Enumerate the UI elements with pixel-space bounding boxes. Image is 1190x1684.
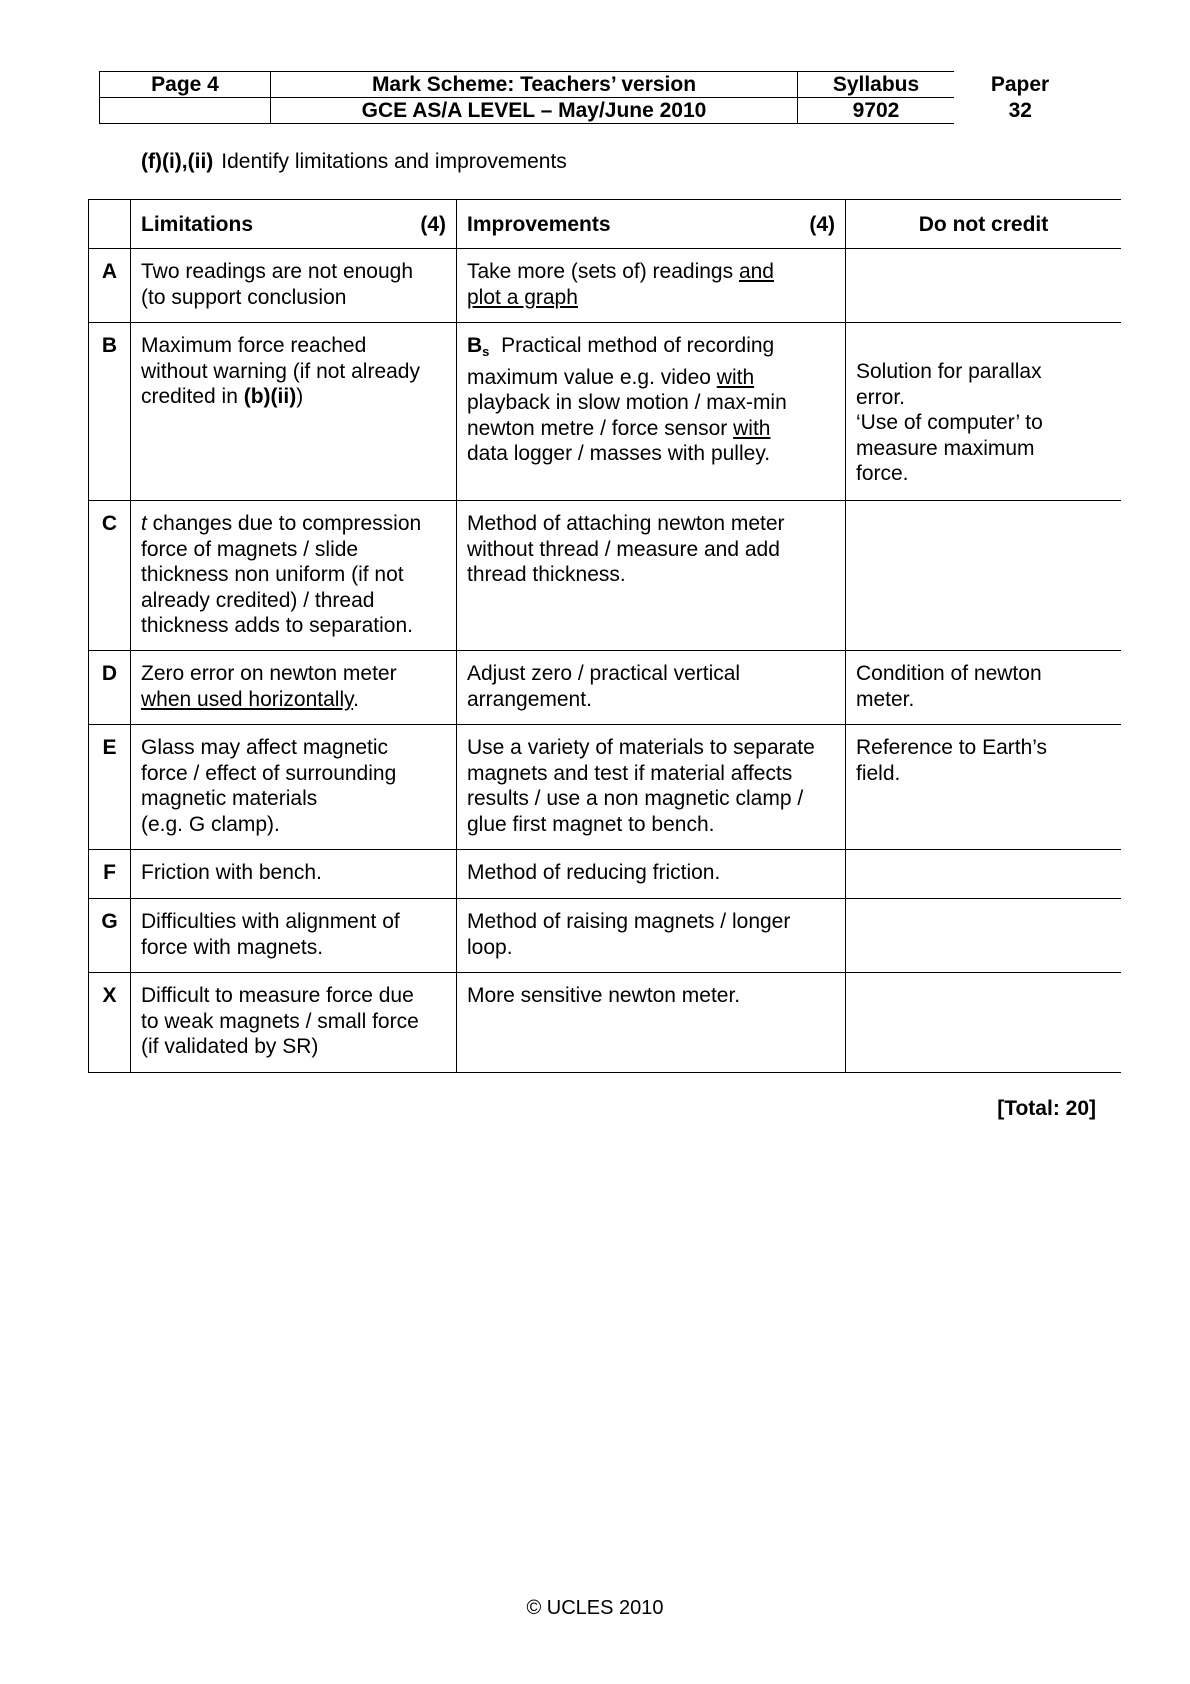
question-heading (141, 150, 567, 174)
improvements-header-label: Improvements (467, 213, 611, 236)
limitation-line: Zero error on newton meter (141, 662, 397, 685)
limitation-line: (if validated by SR) (141, 1035, 319, 1058)
limitation-line: Maximum force reached (141, 334, 367, 357)
total-marks: [Total: 20] (997, 1097, 1096, 1120)
limitation-line: Two readings are not enough (141, 260, 414, 283)
limitation-cell (131, 899, 457, 973)
improvement-line: glue first magnet to bench. (467, 812, 715, 836)
improvement-line: Method of attaching newton meter (467, 512, 785, 535)
improvement-line: without thread / measure and add (467, 537, 780, 561)
limitation-line: Glass may affect magnetic (141, 736, 389, 759)
limitation-underlined-text: when used horizontally (141, 687, 354, 711)
improvement-line: loop. (467, 935, 513, 959)
improvement-line: playback in slow motion / max-min (467, 391, 787, 414)
improvements-header (457, 200, 846, 249)
limitation-italic-symbol: t (141, 512, 147, 535)
improvement-text: newton metre / force sensor (467, 416, 734, 440)
header-empty-cell (89, 200, 131, 249)
improvement-line (467, 333, 835, 365)
table-row (89, 725, 1122, 850)
improvement-line: More sensitive newton meter. (467, 984, 741, 1007)
row-letter: G (89, 899, 131, 973)
improvement-line: data logger / masses with pulley. (467, 442, 771, 465)
table-row (89, 323, 1122, 501)
table-row (89, 249, 1122, 323)
row-letter: F (89, 850, 131, 899)
question-number: (f)(i),(ii) (141, 150, 214, 173)
limitations-header-label: Limitations (141, 213, 254, 236)
limitations-header-marks: (4) (420, 213, 446, 236)
row-letter: B (89, 323, 131, 501)
improvement-line (467, 259, 835, 285)
do-not-credit-line: Solution for parallax (856, 360, 1042, 383)
row-letter: C (89, 501, 131, 651)
improvement-line: magnets and test if material affects (467, 761, 793, 785)
improvements-header-marks: (4) (809, 213, 835, 236)
improvement-cell (457, 850, 846, 899)
improvement-cell (457, 501, 846, 651)
limitation-line: Friction with bench. (141, 861, 322, 884)
limitation-line: (e.g. G clamp). (141, 812, 280, 836)
limitation-line: (to support conclusion (141, 285, 347, 309)
improvement-line: Method of reducing friction. (467, 861, 721, 884)
limitation-line: without warning (if not already (141, 359, 420, 383)
improvement-line (467, 365, 835, 391)
exam-name: GCE AS/A LEVEL – May/June 2010 (271, 98, 798, 124)
paper-label: Paper (990, 73, 1050, 96)
row-letter: X (89, 973, 131, 1073)
row-letter: E (89, 725, 131, 850)
improvement-line: Adjust zero / practical vertical (467, 662, 741, 685)
improvement-line (467, 416, 835, 442)
paper-number: 32 (1008, 99, 1032, 122)
do-not-credit-cell (846, 323, 1122, 501)
do-not-credit-line: Condition of newton (856, 662, 1042, 685)
table-row (89, 651, 1122, 725)
limitation-line: force with magnets. (141, 935, 324, 959)
limitation-cell (131, 501, 457, 651)
limitation-cell (131, 249, 457, 323)
limitation-line: thickness adds to separation. (141, 614, 413, 637)
skill-code-subscript: s (482, 344, 490, 359)
do-not-credit-cell (846, 850, 1122, 899)
limitation-line: thickness non uniform (if not (141, 563, 404, 586)
improvement-underlined-text: with (716, 365, 755, 389)
improvement-line: Method of raising magnets / longer (467, 910, 791, 933)
do-not-credit-line: ‘Use of computer’ to (856, 411, 1043, 434)
table-row (89, 850, 1122, 899)
limitation-line: force / effect of surrounding (141, 761, 397, 785)
row-letter: D (89, 651, 131, 725)
do-not-credit-cell (846, 725, 1122, 850)
table-row (89, 899, 1122, 973)
improvement-text: Take more (sets of) readings (467, 260, 739, 283)
limitation-cell (131, 725, 457, 850)
limitation-cell (131, 651, 457, 725)
header-box (99, 71, 1087, 124)
do-not-credit-line: error. (856, 385, 906, 409)
improvement-underlined-text: with (733, 416, 771, 440)
limitation-line: Difficulties with alignment of (141, 910, 400, 933)
limitation-line: Difficult to measure force due (141, 984, 414, 1007)
improvement-cell (457, 725, 846, 850)
do-not-credit-line: force. (856, 462, 909, 485)
do-not-credit-header: Do not credit (846, 200, 1122, 249)
syllabus-label: Syllabus (798, 72, 955, 98)
limitation-text: ) (296, 385, 304, 408)
limitation-line: magnetic materials (141, 787, 318, 810)
skill-code-letter: B (467, 334, 483, 357)
do-not-credit-line: measure maximum (856, 436, 1035, 460)
table-header-row (89, 200, 1122, 249)
improvement-cell (457, 323, 846, 501)
limitations-table (88, 199, 1121, 1073)
syllabus-code: 9702 (798, 98, 955, 124)
improvement-line: results / use a non magnetic clamp / (467, 787, 804, 810)
limitation-cell (131, 973, 457, 1073)
improvement-underlined-line: plot a graph (467, 285, 578, 309)
do-not-credit-cell (846, 249, 1122, 323)
improvement-cell (457, 973, 846, 1073)
improvement-line: Use a variety of materials to separate (467, 736, 815, 759)
improvement-underlined-text: and (738, 260, 774, 283)
improvement-text: maximum value e.g. video (467, 365, 717, 389)
page-number: Page 4 (100, 72, 271, 98)
skill-code (467, 334, 489, 357)
limitation-cell (131, 323, 457, 501)
improvement-line: arrangement. (467, 687, 592, 711)
limitations-header (131, 200, 457, 249)
question-text: Identify limitations and improvements (221, 150, 567, 173)
do-not-credit-cell (846, 501, 1122, 651)
improvement-cell (457, 651, 846, 725)
limitation-text: credited in (141, 385, 244, 408)
limitation-line (141, 511, 446, 537)
empty-cell (100, 98, 271, 124)
improvement-cell (457, 899, 846, 973)
do-not-credit-cell (846, 651, 1122, 725)
improvement-cell (457, 249, 846, 323)
limitation-text: changes due to compression (146, 512, 422, 535)
limitation-cell (131, 850, 457, 899)
table-row (89, 501, 1122, 651)
limitation-line: already credited) / thread (141, 588, 375, 612)
table-row (89, 973, 1122, 1073)
limitation-text: . (353, 687, 359, 711)
improvement-text: Practical method of recording (501, 334, 775, 357)
limitation-line (141, 687, 446, 713)
limitation-line: to weak magnets / small force (141, 1009, 419, 1033)
limitation-bold-ref: (b)(ii) (243, 385, 297, 408)
do-not-credit-cell (846, 899, 1122, 973)
improvement-line: thread thickness. (467, 563, 626, 586)
row-letter: A (89, 249, 131, 323)
limitation-line: force of magnets / slide (141, 537, 359, 561)
do-not-credit-line: Reference to Earth’s (856, 736, 1048, 759)
do-not-credit-line: field. (856, 761, 901, 785)
document-title: Mark Scheme: Teachers’ version (271, 72, 798, 98)
limitation-line (141, 384, 446, 410)
do-not-credit-cell (846, 973, 1122, 1073)
copyright-footer: © UCLES 2010 (526, 1597, 664, 1619)
do-not-credit-line: meter. (856, 687, 915, 711)
